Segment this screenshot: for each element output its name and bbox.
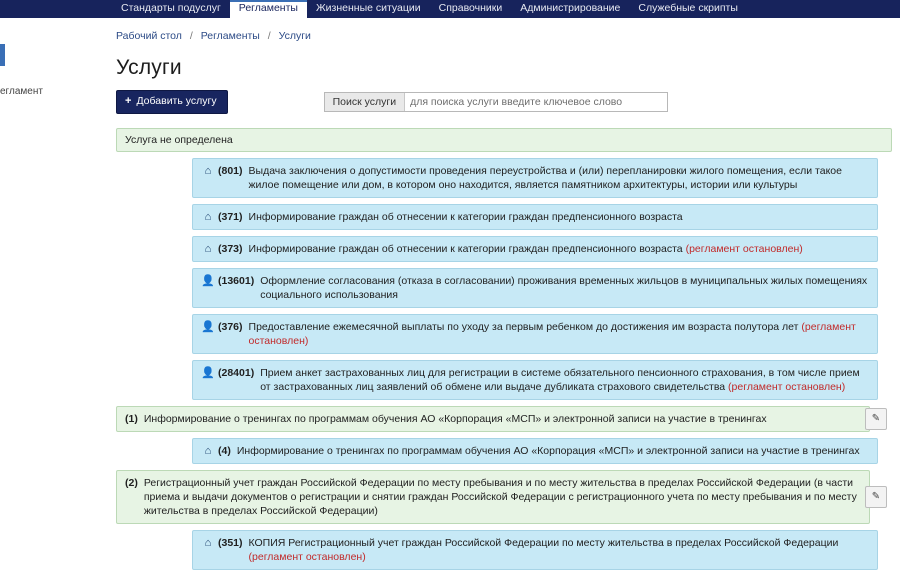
- status-badge-label: Услуга не определена: [125, 134, 233, 146]
- person-icon: 👤: [201, 275, 215, 287]
- service-name: Регистрационный учет граждан Российской Федерации по месту пребывания и по месту жительства в пределах Российской Федерации (в части приема и выдачи документов о регистрации и снятии граждан Российской Федерации с регистрационного учета по месту пребывания и по месту жительства в пределах Российской Федерации): [143, 477, 857, 517]
- search-input[interactable]: [405, 93, 667, 111]
- service-stopped-note: (регламент остановлен): [728, 381, 846, 393]
- home-icon: ⌂: [204, 165, 212, 177]
- add-service-label: Добавить услугу: [136, 95, 217, 107]
- list-item[interactable]: [192, 268, 878, 308]
- list-item[interactable]: [192, 158, 878, 198]
- home-icon: ⌂: [204, 211, 212, 223]
- home-icon: ⌂: [204, 243, 212, 255]
- left-rail: [0, 18, 112, 500]
- nav-item-administration[interactable]: Администрирование: [520, 2, 621, 14]
- service-code: (373): [218, 243, 243, 255]
- toolbar: [116, 90, 900, 114]
- service-name: Прием анкет застрахованных лиц для регистрации в системе обязательного пенсионного страхования, в том числе прием от застрахованных лиц заявлений об обмене или выдаче дубликата страхового свидетельства (регламент остановлен): [260, 367, 860, 393]
- search-label: Поиск услуги: [325, 93, 405, 111]
- page-title: Услуги: [116, 56, 182, 79]
- breadcrumb-separator: /: [267, 30, 271, 42]
- service-code: (1): [125, 413, 138, 425]
- list-item[interactable]: [192, 314, 878, 354]
- service-name: Информирование граждан об отнесении к категории граждан предпенсионного возраста (регламент остановлен): [248, 243, 803, 255]
- left-rail-accent-bar: [0, 44, 5, 66]
- service-code: (351): [218, 537, 243, 549]
- nav-item-directories[interactable]: Справочники: [438, 2, 503, 14]
- service-name: Информирование граждан об отнесении к категории граждан предпенсионного возраста: [248, 211, 683, 223]
- top-navigation-bar: [0, 0, 900, 18]
- search-box: [324, 92, 668, 112]
- service-stopped-note: (регламент остановлен): [685, 243, 803, 255]
- list-item[interactable]: [116, 406, 881, 432]
- nav-item-service-scripts[interactable]: Служебные скрипты: [638, 2, 738, 14]
- home-icon: ⌂: [204, 537, 212, 549]
- service-name: КОПИЯ Регистрационный учет граждан Российской Федерации по месту жительства в пределах Российской Федерации (регламент остановлен): [248, 537, 839, 563]
- status-badge-service-undefined: [116, 128, 892, 152]
- service-code: (2): [125, 477, 138, 489]
- page-body: [0, 18, 900, 563]
- service-name: Информирование о тренингах по программам обучения АО «Корпорация «МСП» и электронной записи на участие в тренингах: [143, 413, 767, 425]
- service-stopped-note: (регламент остановлен): [248, 321, 856, 347]
- person-icon: 👤: [201, 321, 215, 333]
- list-item[interactable]: [192, 360, 878, 400]
- main-content: [112, 18, 900, 563]
- service-name: Информирование о тренингах по программам обучения АО «Корпорация «МСП» и электронной записи на участие в тренингах: [236, 445, 860, 457]
- services-list: [112, 128, 900, 570]
- service-code: (801): [218, 165, 243, 177]
- service-code: (4): [218, 445, 231, 457]
- breadcrumb-item-regulations[interactable]: Регламенты: [200, 30, 260, 42]
- breadcrumb-item-services[interactable]: Услуги: [278, 30, 311, 42]
- service-code: (371): [218, 211, 243, 223]
- list-item[interactable]: [192, 438, 878, 464]
- breadcrumb-item-desktop[interactable]: Рабочий стол: [116, 30, 182, 42]
- breadcrumb-separator: /: [189, 30, 193, 42]
- service-name: Предоставление ежемесячной выплаты по уходу за первым ребенком до достижения им возраста полутора лет (регламент остановлен): [248, 321, 856, 347]
- breadcrumb: [112, 18, 900, 42]
- plus-icon: +: [125, 95, 132, 107]
- person-icon: 👤: [201, 367, 215, 379]
- list-item[interactable]: [192, 204, 878, 230]
- service-code: (28401): [218, 367, 255, 379]
- left-rail-label: егламент: [0, 86, 43, 97]
- service-code: (13601): [218, 275, 255, 287]
- service-stopped-note: (регламент остановлен): [248, 551, 366, 563]
- list-item[interactable]: [116, 470, 881, 524]
- service-code: (376): [218, 321, 243, 333]
- service-name: Выдача заключения о допустимости проведения переустройства и (или) перепланировки жилого помещения, если такое жилое помещение или дом, в котором оно находится, является памятником архитектуры, истории или культуры: [248, 165, 842, 191]
- home-icon: ⌂: [204, 445, 212, 457]
- service-name: Оформление согласования (отказа в согласовании) проживания временных жильцов в муниципальных жилых помещениях социального использования: [260, 275, 868, 301]
- edit-icon[interactable]: ✎: [865, 408, 887, 430]
- nav-item-regulations[interactable]: Регламенты: [230, 0, 307, 18]
- nav-item-life-situations[interactable]: Жизненные ситуации: [315, 2, 421, 14]
- add-service-button[interactable]: [116, 90, 228, 114]
- list-item[interactable]: [192, 530, 878, 570]
- edit-icon[interactable]: ✎: [865, 486, 887, 508]
- nav-item-standards[interactable]: Стандарты подуслуг: [121, 2, 221, 14]
- list-item[interactable]: [192, 236, 878, 262]
